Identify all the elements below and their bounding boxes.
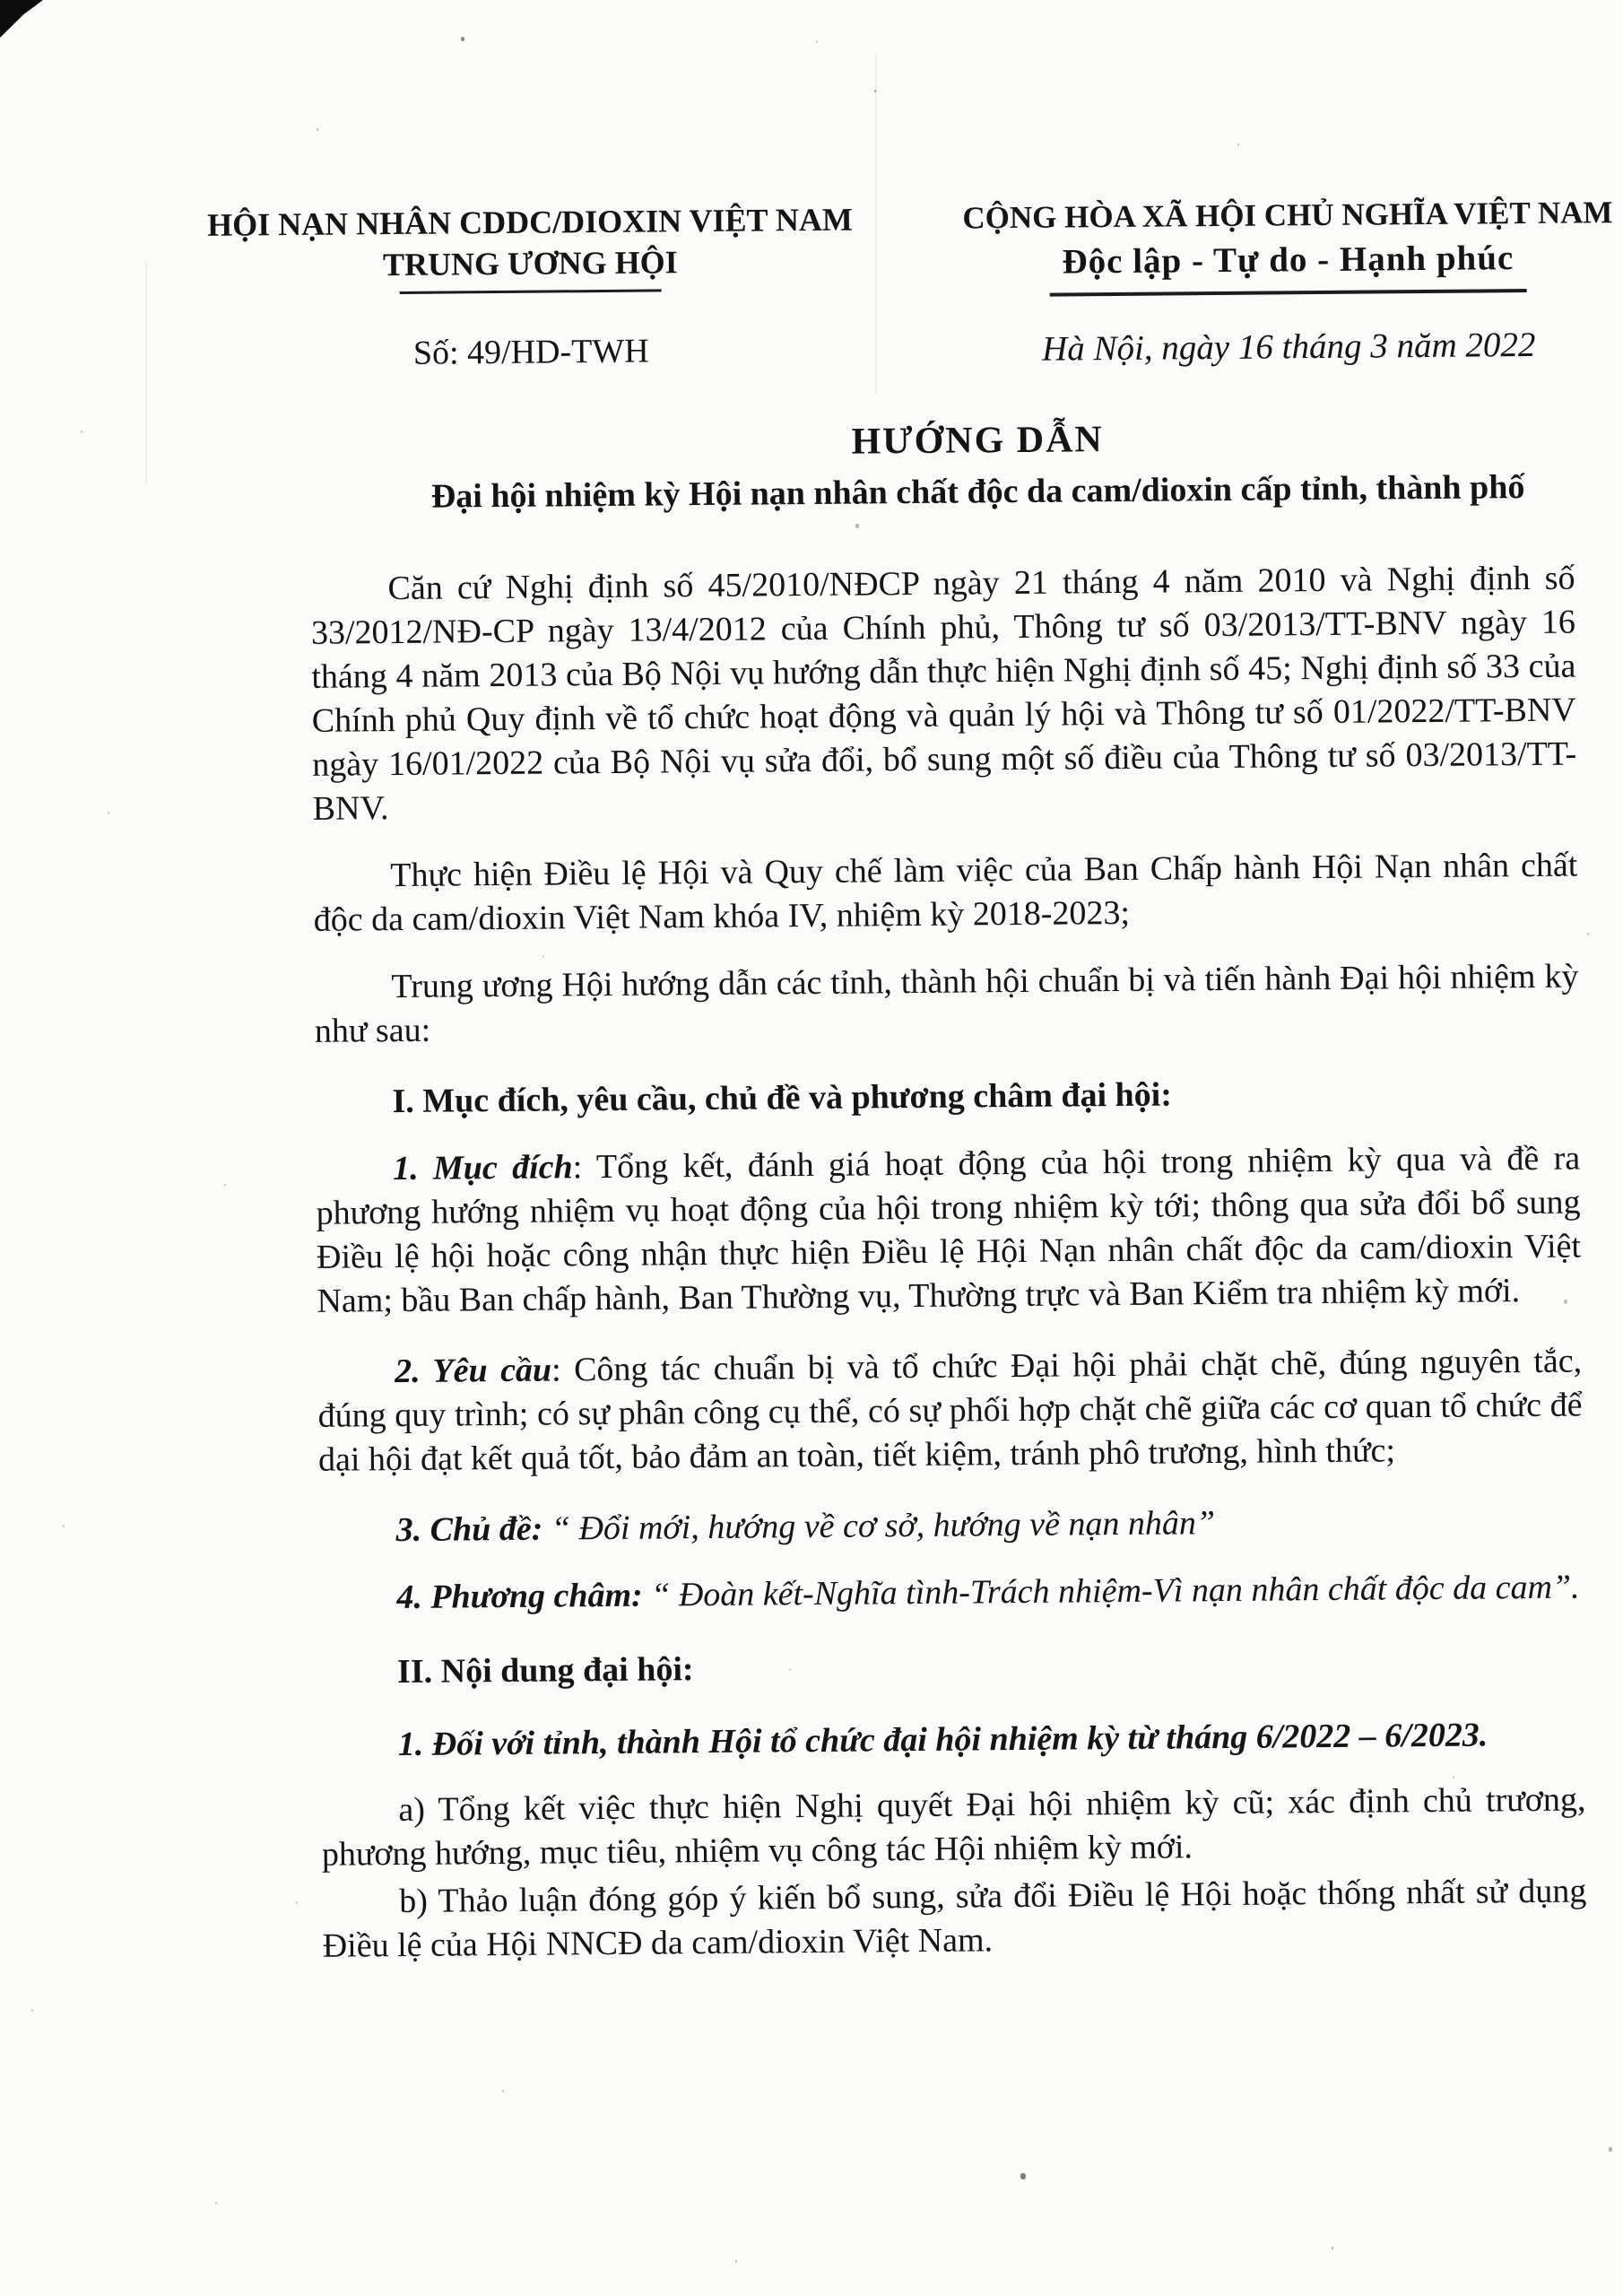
body-column (310, 557, 1587, 1969)
national-motto: Độc lập - Tự do - Hạnh phúc (1062, 239, 1515, 282)
item-purpose-label: 1. Mục đích (393, 1148, 573, 1188)
item-purpose-text: : Tổng kết, đánh giá hoạt động của hội trong nhiệm kỳ qua và đề ra phương hướng nhiệm vụ hoạt động của hội trong nhiệm kỳ tới; thông qua sửa đổi bổ sung Điều lệ hội hoặc công nhận thực hiện Điều lệ Hội Nạn nhân chất độc da cam/dioxin Việt Nam; bầu Ban chấp hành, Ban Thường vụ, Thường trực và Ban Kiểm tra nhiệm kỳ mới. (316, 1139, 1582, 1320)
section-ii-heading: II. Nội dung đại hội: (396, 1650, 694, 1692)
scan-noise-speckles (0, 0, 2, 3)
paragraph-legal-basis: Căn cứ Nghị định số 45/2010/NĐCP ngày 21 tháng 4 năm 2010 và Nghị định số 33/2012/NĐ-CP ngày 13/4/2012 của Chính phủ, Thông tư số 03/2013/TT-BNV ngày 16 tháng 4 năm 2013 của Bộ Nội vụ hướng dẫn thực hiện Nghị định số 45; Nghị định số 33 của Chính phủ Quy định về tổ chức hoạt động và quản lý hội và Thông tư số 01/2022/TT-BNV ngày 16/01/2022 của Bộ Nội vụ sửa đổi, bổ sung một số điều của Thông tư số 03/2013/TT-BNV. (310, 559, 1577, 828)
place-date: Hà Nội, ngày 16 tháng 3 năm 2022 (1041, 325, 1536, 369)
item-requirement-text: : Công tác chuẩn bị và tổ chức Đại hội phải chặt chẽ, đúng nguyên tắc, đúng quy trình; có sự phân công cụ thể, có sự phối hợp chặt chẽ giữa các cơ quan tổ chức để dại hội đạt kết quả tốt, bảo đảm an toàn, tiết kiệm, tránh phô trương, hình thức; (317, 1342, 1583, 1479)
item-requirement-label: 2. Yêu cầu (394, 1351, 552, 1391)
paragraph-implementation: Thực hiện Điều lệ Hội và Quy chế làm việc của Ban Chấp hành Hội Nạn nhân chất độc da cam/dioxin Việt Nam khóa IV, nhiệm kỳ 2018-2023; (313, 846, 1578, 939)
org-name-line1: HỘI NẠN NHÂN CDDC/DIOXIN VIỆT NAM (206, 201, 853, 243)
item-requirement (317, 1340, 1583, 1483)
doc-number: Số: 49/HD-TWH (412, 332, 649, 372)
org-underline (400, 289, 662, 294)
issuing-org-block (158, 198, 904, 375)
org-name-line2: TRUNG ƯƠNG HỘI (382, 244, 678, 283)
item-theme-text: “ Đổi mới, hướng về cơ sở, hướng về nạn nhân” (542, 1504, 1216, 1548)
paragraph-b: b) Thảo luận đóng góp ý kiến bổ sung, sửa đổi Điều lệ Hội hoặc thống nhất sử dụng Điều lệ của Hội NNCĐ da cam/dioxin Việt Nam. (322, 1872, 1587, 1965)
item-motto (319, 1566, 1584, 1621)
paragraph-guidance-intro: Trung ương Hội hướng dẫn các tỉnh, thành hội chuẩn bị và tiến hành Đại hội nhiệm kỳ như sau: (314, 957, 1579, 1050)
title-block (345, 413, 1610, 518)
item-theme-label: 3. Chủ đề: (395, 1509, 543, 1550)
doc-subtitle: Đại hội nhiệm kỳ Hội nạn nhân chất độc da cam/dioxin cấp tỉnh, thành phố (430, 468, 1525, 516)
doc-title: HƯỚNG DẪN (851, 419, 1104, 463)
item-motto-label: 4. Phương châm: (396, 1576, 643, 1617)
motto-underline (1050, 289, 1527, 297)
item-purpose (316, 1137, 1582, 1324)
national-title: CỘNG HÒA XÃ HỘI CHỦ NGHĨA VIỆT NAM (962, 195, 1613, 236)
national-header-block (920, 192, 1623, 370)
paragraph-a: a) Tổng kết việc thực hiện Nghị quyết Đại hội nhiệm kỳ cũ; xác định chủ trương, phương hướng, mục tiêu, nhiệm vụ công tác Hội nhiệm kỳ mới. (321, 1780, 1586, 1874)
subsection-1-heading: 1. Đối với tỉnh, thành Hội tổ chức đại hội nhiệm kỳ từ tháng 6/2022 – 6/2023. (397, 1716, 1488, 1764)
item-theme (318, 1499, 1583, 1553)
section-i-heading: I. Mục đích, yêu cầu, chủ đề và phương châm đại hội: (392, 1075, 1173, 1121)
item-motto-text: “ Đoàn kết-Nghĩa tình-Trách nhiệm-Vì nạn nhân chất độc da cam”. (642, 1568, 1580, 1614)
